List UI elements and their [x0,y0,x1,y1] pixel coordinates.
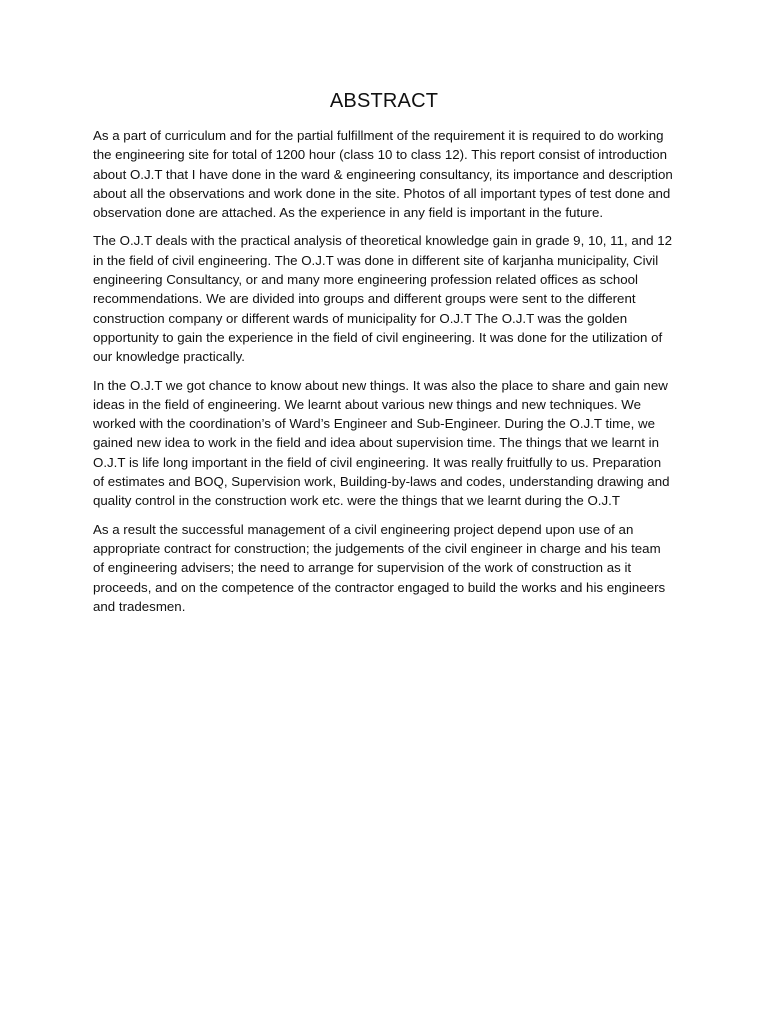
paragraph-3: In the O.J.T we got chance to know about new things. It was also the place to share and gain new ideas in the field of engineering. We learnt about various new things and new techniques. We worked with the coordination’s of Ward’s Engineer and Sub-Engineer. During the O.J.T time, we gained new idea to work in the field and idea about supervision time. The things that we learnt in O.J.T is life long important in the field of civil engineering. It was really fruitfully to us. Preparation of estimates and BOQ, Supervision work, Building-by-laws and codes, understanding drawing and quality control in the construction work etc. were the things that we learnt during the O.J.T [93,377,670,509]
page-title: ABSTRACT [329,90,439,112]
paragraph-4: As a result the successful management of a civil engineering project depend upon use of an appropriate contract for construction; the judgements of the civil engineer in charge and his team of engineering advisers; the need to arrange for supervision of the work of construction as it proceeds, and on the competence of the contractor engaged to build the works and his engineers and tradesmen. [93,521,666,614]
document-body [93,88,675,625]
paragraph-2: The O.J.T deals with the practical analysis of theoretical knowledge gain in grade 9, 10, 11, and 12 in the field of civil engineering. The O.J.T was done in different site of karjanha municipality, Civil engineering Consultancy, or and many more engineering profession related offices as school recommendations. We are divided into groups and different groups were sent to the different construction company or different wards of municipality for O.J.T The O.J.T was the golden opportunity to gain the experience in the field of civil engineering. It was done for the utilization of our knowledge practically. [93,233,673,365]
paragraph-1: As a part of curriculum and for the partial fulfillment of the requirement it is required to do working the engineering site for total of 1200 hour (class 10 to class 12). This report consist of introduction about O.J.T that I have done in the ward & engineering consultancy, its importance and description about all the observations and work done in the site. Photos of all important types of test done and observation done are attached. As the experience in any field is important in the future. [93,128,673,221]
